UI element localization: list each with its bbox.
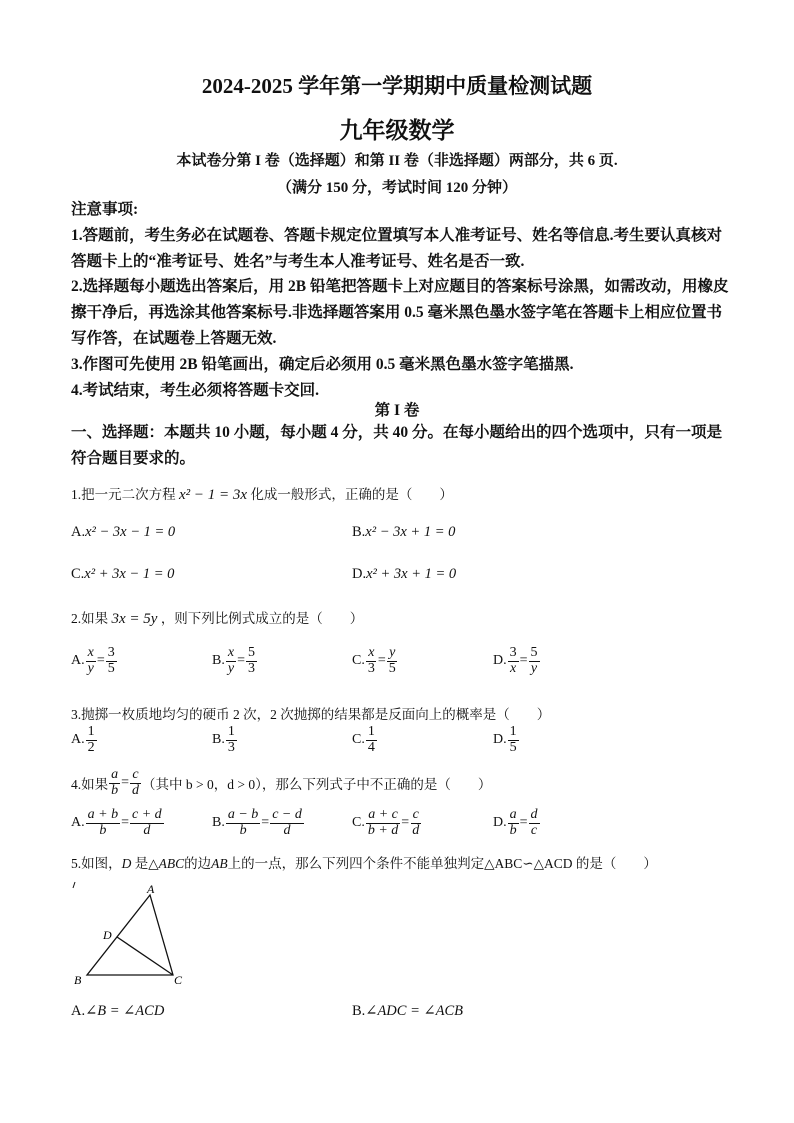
question-3: 3.抛掷一枚质地均匀的硬币 2 次，2 次抛掷的结果都是反面向上的概率是（ ）	[71, 707, 551, 722]
q3-option-a[interactable]: A. $\frac{1}{2}$	[71, 724, 95, 755]
notes-heading: 注意事项:	[71, 201, 139, 218]
q1-option-a[interactable]: A.x² − 3x − 1 = 0	[71, 524, 176, 540]
q2-option-a[interactable]: A. $\frac{x}{y}$ = $\frac{3}{5}$	[71, 645, 115, 676]
note-item: 2.选择题每小题选出答案后，用 2B 铅笔把答题卡上对应题目的答案标号涂黑，如需改动，用橡皮擦干净后，再选涂其他答案标号.非选择题答案用 0.5 毫米黑色墨水签字笔在答题卡上相应位置书写作答，在试题卷上答题无效.	[71, 278, 729, 347]
exam-subject: 九年级数学	[339, 118, 455, 143]
question-1: 1.把一元二次方程 x² − 1 = 3x 化成一般形式，正确的是（ ）	[71, 487, 453, 503]
q2-option-b[interactable]: B. $\frac{x}{y}$ = $\frac{5}{3}$	[212, 645, 255, 676]
note-item: 4.考试结束，考生必须将答题卡交回.	[71, 381, 320, 399]
q4-option-b[interactable]: B. $\frac{a - b}{b}$ = $\frac{c - d}{d}$	[212, 807, 302, 838]
triangle-abc	[87, 895, 173, 975]
exam-title: 2024-2025 学年第一学期期中质量检测试题	[201, 74, 593, 98]
q5-option-b[interactable]: B.∠ADC = ∠ACB	[352, 1003, 464, 1019]
q3-option-d[interactable]: D. $\frac{1}{5}$	[493, 724, 517, 755]
label-c: C	[174, 973, 183, 987]
label-b: B	[74, 973, 82, 987]
q4-option-c[interactable]: C. $\frac{a + c}{b + d}$ = $\frac{c}{d}$	[352, 807, 420, 838]
question-4: 4.如果 $\frac{a}{b}$ = $\frac{c}{d}$ （其中 b > 0，d > 0），那么下列式子中不正确的是（ ）	[71, 767, 492, 798]
q2-option-c[interactable]: C. $\frac{x}{3}$ = $\frac{y}{5}$	[352, 645, 396, 676]
q1-option-c[interactable]: C.x² + 3x − 1 = 0	[71, 566, 175, 582]
triangle-figure	[70, 878, 190, 990]
question-2: 2.如果 3x = 5y ，则下列比例式成立的是（ ）	[71, 611, 364, 627]
q1-equation: x² − 1 = 3x	[179, 487, 248, 503]
q3-option-c[interactable]: C. $\frac{1}{4}$	[352, 724, 375, 755]
note-item: 3.作图可先使用 2B 铅笔画出，确定后必须用 0.5 毫米黑色墨水签字笔描黑.	[71, 355, 574, 373]
question-5: 5.如图，D 是△ABC的边AB上的一点，那么下列四个条件不能单独判定△ABC∽△ACD 的是（ ）	[71, 856, 657, 871]
q3-option-b[interactable]: B. $\frac{1}{3}$	[212, 724, 235, 755]
volume-label: 第 I 卷	[374, 402, 420, 419]
exam-score-time: （满分 150 分，考试时间 120 分钟）	[276, 180, 517, 196]
q2-option-d[interactable]: D. $\frac{3}{x}$ = $\frac{5}{y}$	[493, 645, 538, 676]
exam-info: 本试卷分第 I 卷（选择题）和第 II 卷（非选择题）两部分，共 6 页.	[176, 153, 618, 169]
q1-option-b[interactable]: B.x² − 3x + 1 = 0	[352, 524, 456, 540]
section-heading: 一、选择题：本题共 10 小题，每小题 4 分，共 40 分。在每小题给出的四个选项中，只有一项是符合题目要求的。	[71, 424, 723, 467]
label-a: A	[147, 882, 155, 896]
q4-option-d[interactable]: D. $\frac{a}{b}$ = $\frac{d}{c}$	[493, 807, 538, 838]
q1-option-d[interactable]: D.x² + 3x + 1 = 0	[352, 566, 457, 582]
label-d: D	[103, 928, 112, 942]
note-item: 1.答题前，考生务必在试题卷、答题卡规定位置填写本人准考证号、姓名等信息.考生要认真核对答题卡上的“准考证号、姓名”与考生本人准考证号、姓名是否一致.	[71, 226, 723, 270]
notes-section	[71, 197, 731, 403]
segment-cd	[117, 937, 173, 975]
q4-option-a[interactable]: A. $\frac{a + b}{b}$ = $\frac{c + d}{d}$	[71, 807, 162, 838]
q5-option-a[interactable]: A.∠B = ∠ACD	[71, 1003, 165, 1019]
figure-mark	[73, 882, 75, 888]
